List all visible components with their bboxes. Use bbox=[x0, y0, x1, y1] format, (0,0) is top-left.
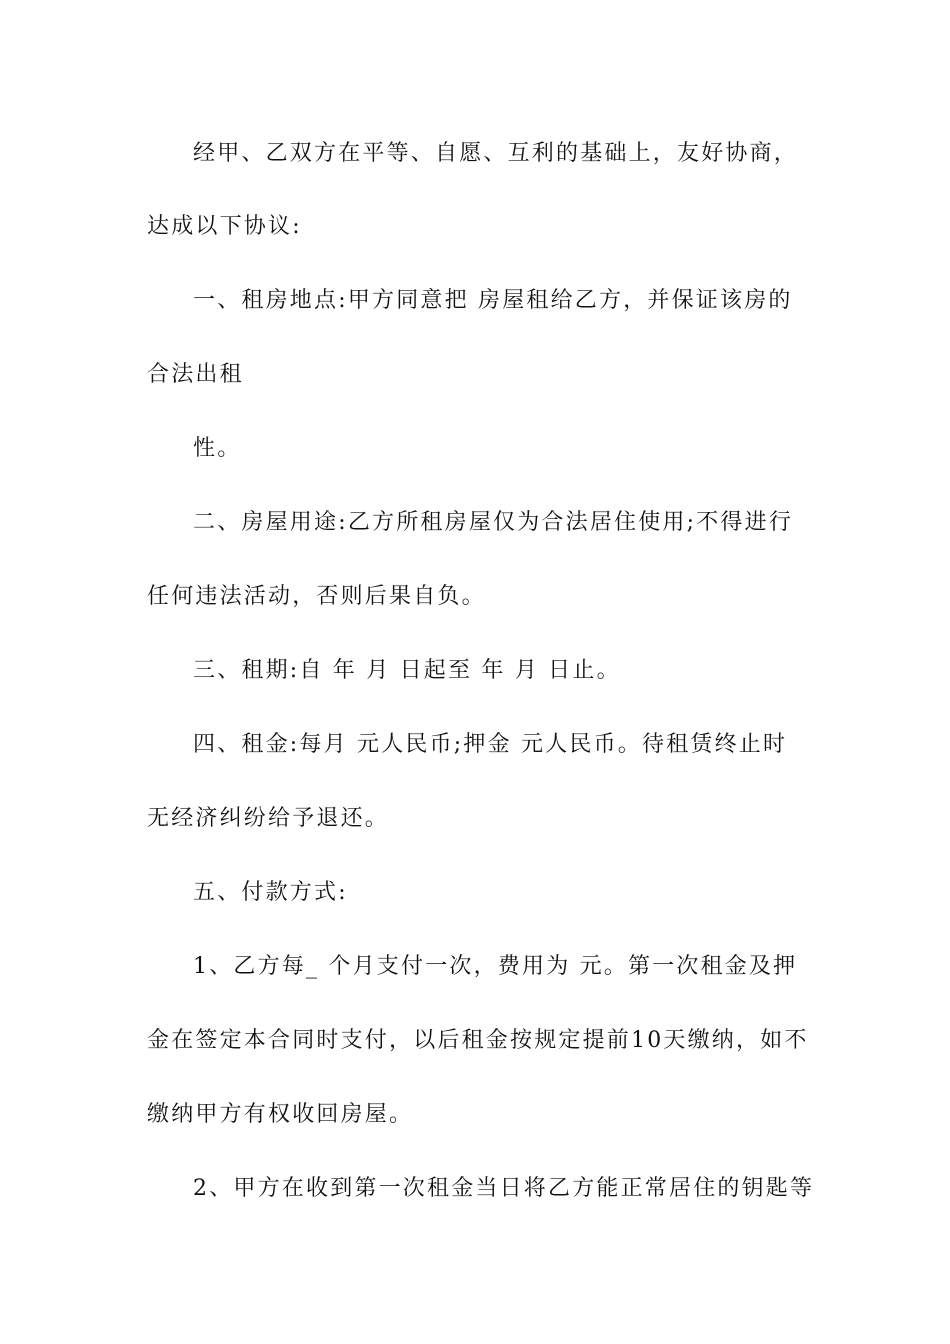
clause-4-line-2: 无经济纠纷给予退还。 bbox=[147, 806, 390, 831]
clause-5-item-1-line-1: 1、乙方每_ 个月支付一次，费用为 元。第一次租金及押 bbox=[193, 954, 798, 979]
paragraph-intro-line-2: 达成以下协议: bbox=[147, 214, 302, 239]
clause-3-line-1: 三、租期:自 年 月 日起至 年 月 日止。 bbox=[193, 658, 621, 683]
clause-5-heading: 五、付款方式: bbox=[193, 880, 348, 905]
clause-5-item-1-line-3: 缴纳甲方有权收回房屋。 bbox=[147, 1102, 414, 1127]
clause-4-line-1: 四、租金:每月 元人民币;押金 元人民币。待租赁终止时 bbox=[193, 732, 788, 757]
clause-5-item-2-line-1: 2、甲方在收到第一次租金当日将乙方能正常居住的钥匙等 bbox=[193, 1176, 815, 1201]
clause-1-line-2: 合法出租 bbox=[147, 362, 244, 387]
clause-2-line-1: 二、房屋用途:乙方所租房屋仅为合法居住使用;不得进行 bbox=[193, 510, 794, 535]
clause-1-line-3: 性。 bbox=[193, 436, 242, 461]
paragraph-intro-line-1: 经甲、乙双方在平等、自愿、互利的基础上，友好协商， bbox=[193, 141, 799, 166]
clause-2-line-2: 任何违法活动，否则后果自负。 bbox=[147, 584, 486, 609]
clause-5-item-1-line-2: 金在签定本合同时支付，以后租金按规定提前10天缴纳，如不 bbox=[147, 1028, 809, 1053]
clause-1-line-1: 一、租房地点:甲方同意把 房屋租给乙方，并保证该房的 bbox=[193, 288, 793, 313]
